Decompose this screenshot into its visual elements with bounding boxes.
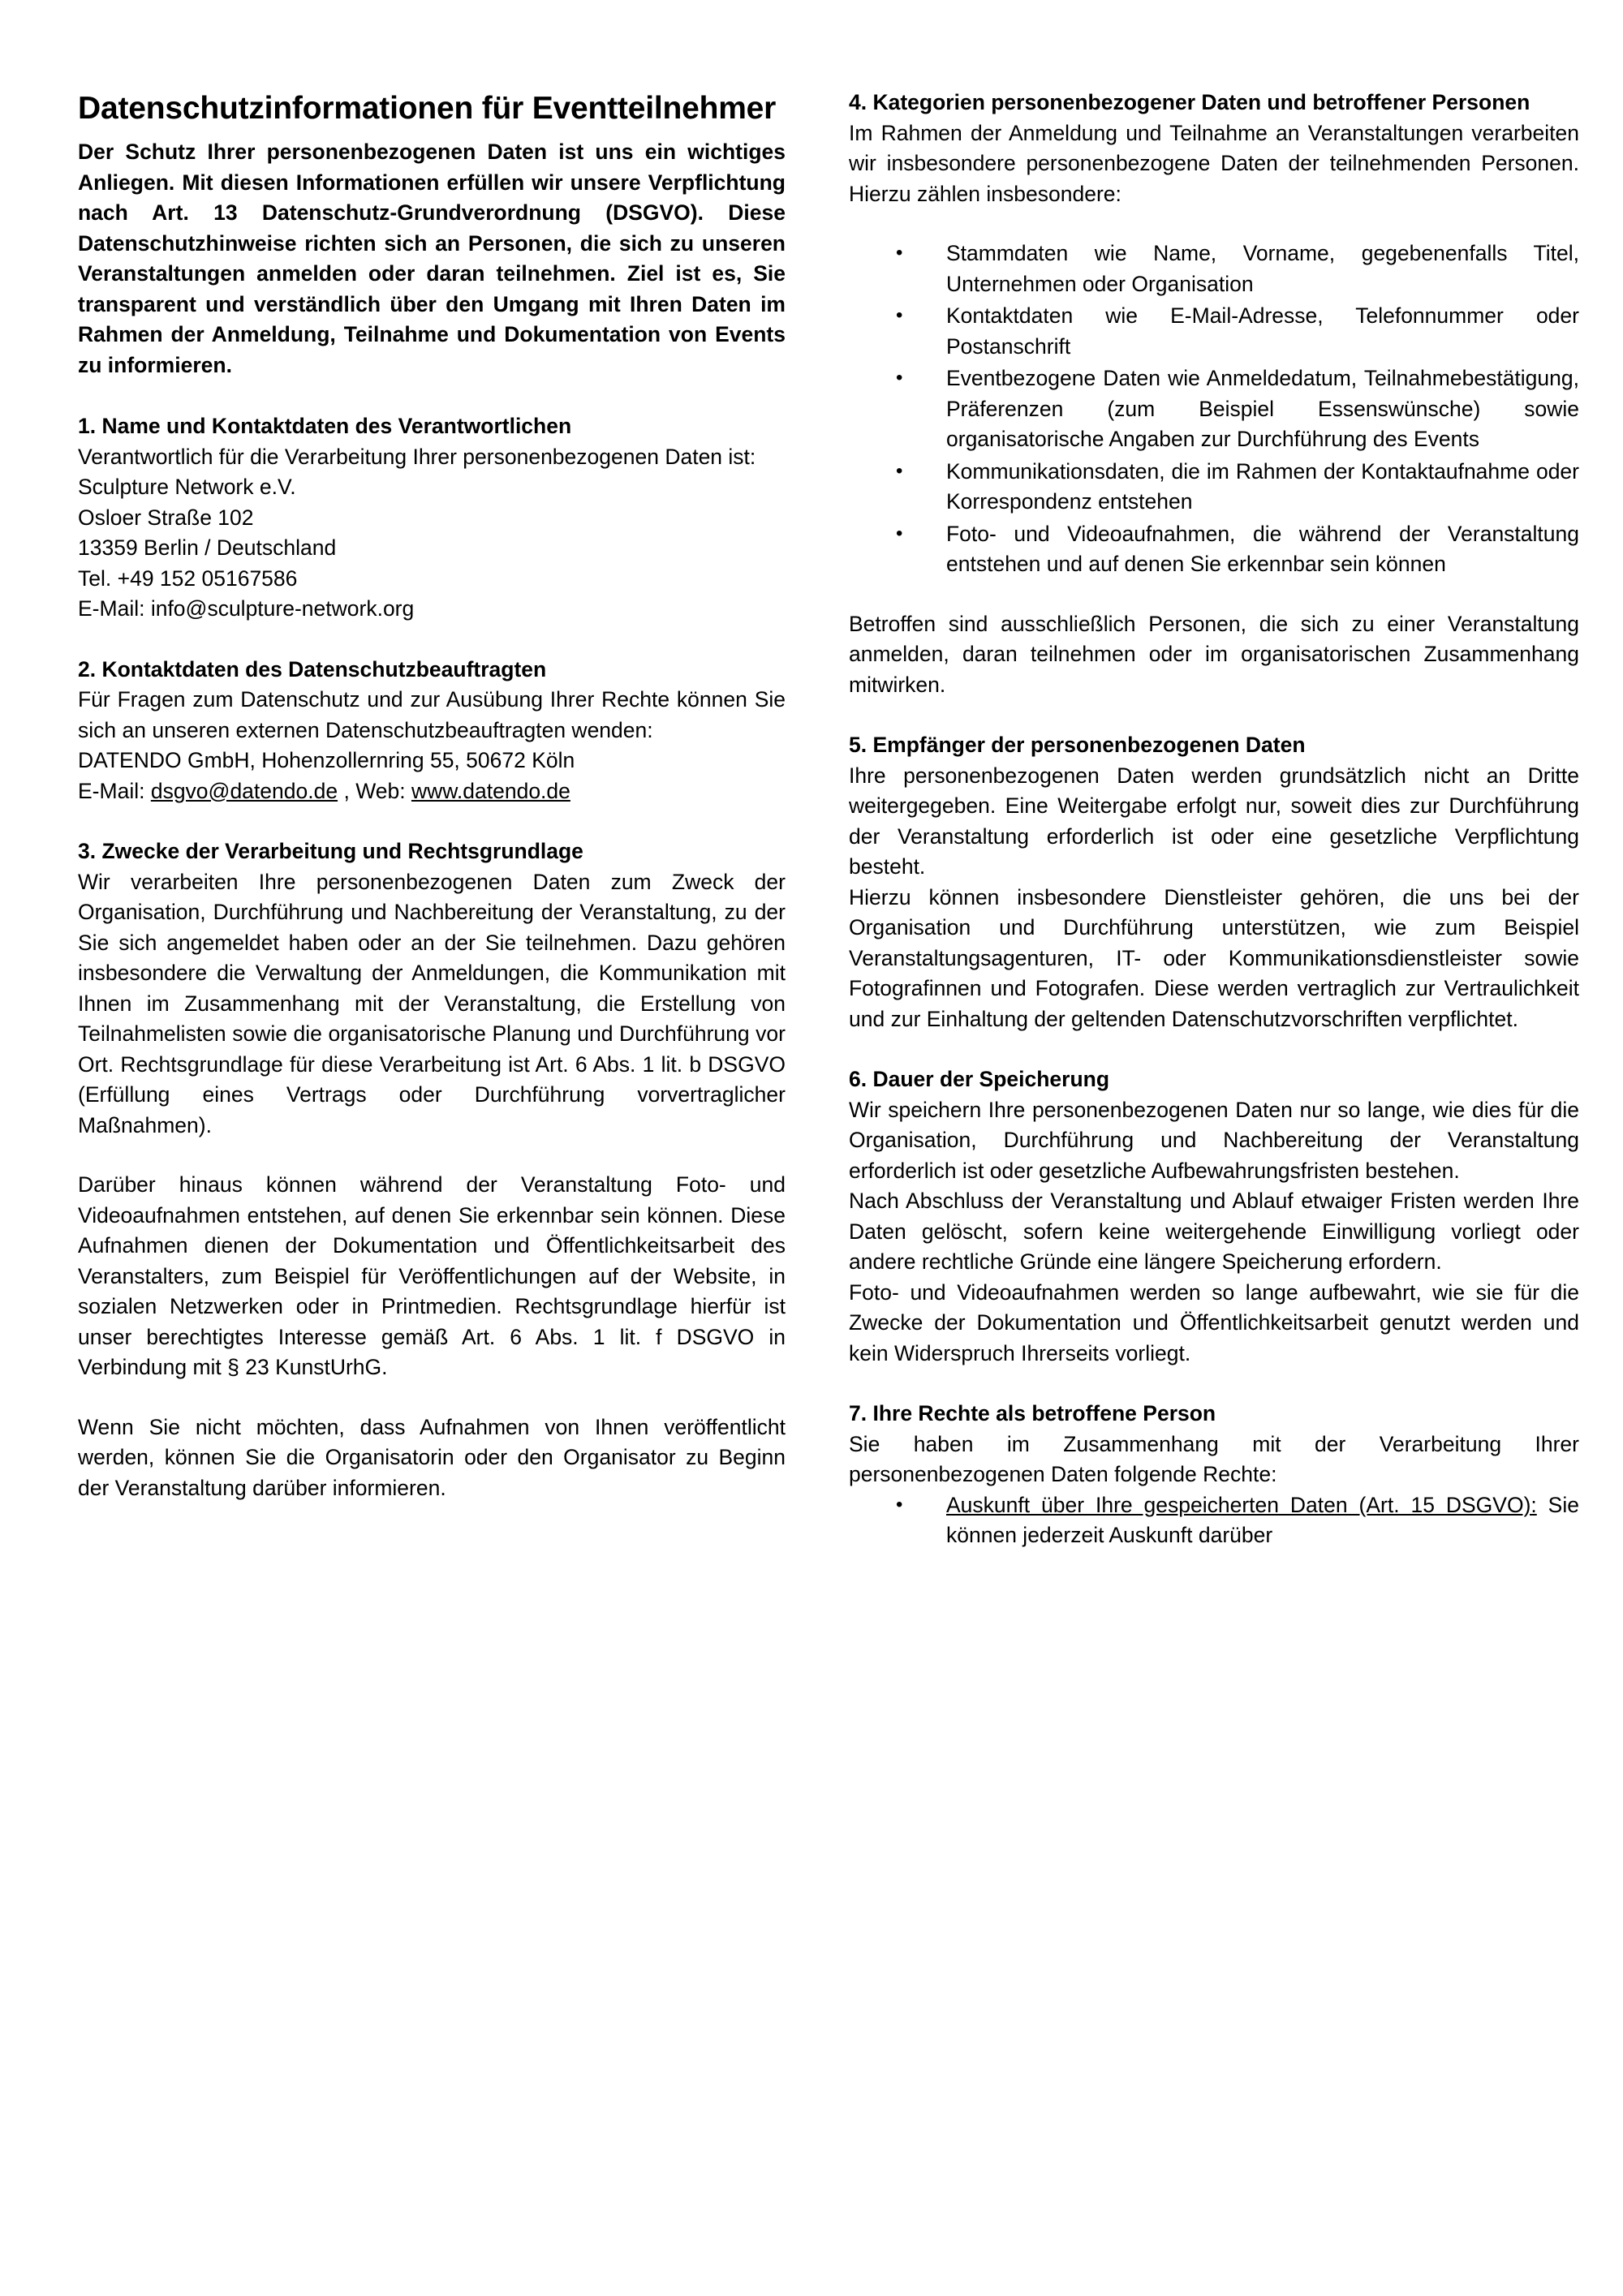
section-4-heading: 4. Kategorien personenbezogener Daten und betroffener Personen [849,90,1530,114]
spacer [849,1369,1579,1399]
section-7-intro: Sie haben im Zusammenhang mit der Verarbeitung Ihrer personenbezogenen Daten folgende Rechte: [849,1431,1579,1486]
dpo-separator: , [343,778,350,803]
two-column-layout [78,88,1579,1551]
dpo-contact-line [78,776,786,807]
section-3-paragraph-1: Wir verarbeiten Ihre personenbezogenen Daten zum Zweck der Organisation, Durchführung und Nachbereitung der Veranstaltung, zu der Sie sich angemeldet haben oder an der Sie teilnehmen. Dazu gehören insbesondere die Verwaltung der Anmeldungen, die Kommunikation mit Ihnen im Zusammenhang mit der Veranstaltung, die Erstellung von Teilnahmelisten sowie die organisatorische Planung und Durchführung vor Ort. Rechtsgrundlage für diese Verarbeitung ist Art. 6 Abs. 1 lit. b DSGVO (Erfüllung eines Vertrags oder Durchführung vorvertraglicher Maßnahmen). [78,869,786,1137]
section-5-paragraph-1: Ihre personenbezogenen Daten werden grundsätzlich nicht an Dritte weitergegeben. Eine Weitergabe erfolgt nur, soweit dies zur Durchführung der Veranstaltung erforderlich ist oder eine gesetzliche Verpflichtung besteht. [849,763,1579,879]
section-7-heading: 7. Ihre Rechte als betroffene Person [849,1401,1216,1425]
responsible-phone: Tel. +49 152 05167586 [78,565,298,591]
section-2-body: Für Fragen zum Datenschutz und zur Ausübung Ihrer Rechte können Sie sich an unseren externen Datenschutzbeauftragten wenden: [78,687,786,742]
list-item: • Foto- und Videoaufnahmen, die während der Veranstaltung entstehen und auf denen Sie erkennbar sein können [896,519,1579,580]
spacer [78,1141,786,1170]
responsible-email: E-Mail: info@sculpture-network.org [78,596,415,621]
section-7-bullet-list [849,1490,1579,1551]
section-6-paragraph-2: Nach Abschluss der Veranstaltung und Ablauf etwaiger Fristen werden Ihre Daten gelöscht, sofern keine weitergehende Einwilligung vorliegt oder andere rechtliche Gründe eine längere Speicherung erfordern. [849,1189,1579,1274]
section-6-heading: 6. Dauer der Speicherung [849,1067,1110,1091]
spacer [849,1034,1579,1064]
list-item: • Kontaktdaten wie E-Mail-Adresse, Telefonnummer oder Postanschrift [896,301,1579,362]
responsible-city: 13359 Berlin / Deutschland [78,535,337,560]
responsible-street: Osloer Straße 102 [78,505,254,530]
right-auskunft-text: Sie können jederzeit Auskunft darüber [946,1492,1579,1547]
list-item [896,1490,1579,1551]
spacer [78,1383,786,1412]
section-4-bullet-list [849,239,1579,580]
spacer [78,381,786,411]
dpo-email-link[interactable]: dsgvo@datendo.de [150,778,338,803]
dpo-email-label: E-Mail: [78,778,145,803]
section-3-heading: 3. Zwecke der Verarbeitung und Rechtsgrundlage [78,839,583,863]
spacer [78,625,786,655]
list-item: • Stammdaten wie Name, Vorname, gegebenenfalls Titel, Unternehmen oder Organisation [896,239,1579,299]
section-5-heading: 5. Empfänger der personenbezogenen Daten [849,733,1306,757]
section-2-heading: 2. Kontaktdaten des Datenschutzbeauftragten [78,656,547,681]
dpo-company: DATENDO GmbH, Hohenzollernring 55, 50672 Köln [78,748,575,772]
section-4-intro: Im Rahmen der Anmeldung und Teilnahme an Veranstaltungen verarbeiten wir insbesondere personenbezogene Daten der teilnehmenden Personen. Hierzu zählen insbesondere: [849,120,1579,206]
right-auskunft-label: Auskunft über Ihre gespeicherten Daten (Art. 15 DSGVO): [946,1492,1537,1517]
section-1-intro: Verantwortlich für die Verarbeitung Ihrer personenbezogenen Daten ist: [78,444,756,469]
section-4-outro: Betroffen sind ausschließlich Personen, die sich zu einer Veranstaltung anmelden, daran teilnehmen oder im organisatorischen Zusammenhang mitwirken. [849,611,1579,697]
dpo-web-label: Web: [355,778,406,803]
list-item: • Kommunikationsdaten, die im Rahmen der Kontaktaufnahme oder Korrespondenz entstehen [896,457,1579,518]
lead-paragraph: Der Schutz Ihrer personenbezogenen Daten ist uns ein wichtiges Anliegen. Mit diesen Informationen erfüllen wir unsere Verpflichtung nach Art. 13 Datenschutz-Grundverordnung (DSGVO). Diese Datenschutzhinweise richten sich an Personen, die sich zu unseren Veranstaltungen anmelden oder daran teilnehmen. Ziel ist es, Sie transparent und verständlich über den Umgang mit Ihren Daten im Rahmen der Anmeldung, Teilnahme und Dokumentation von Events zu informieren. [78,140,786,377]
list-item: • Eventbezogene Daten wie Anmeldedatum, Teilnahmebestätigung, Präferenzen (zum Beispiel Essenswünsche) sowie organisatorische Angaben zur Durchführung des Events [896,363,1579,455]
spacer [849,700,1579,730]
section-5-paragraph-2: Hierzu können insbesondere Dienstleister gehören, die uns bei der Organisation und Durchführung unterstützen, wie zum Beispiel Veranstaltungsagenturen, IT- oder Kommunikationsdienstleister sowie Fotografinnen und Fotografen. Diese werden vertraglich zur Vertraulichkeit und zur Einhaltung der geltenden Datenschutzvorschriften verpflichtet. [849,884,1579,1031]
section-3-paragraph-2: Darüber hinaus können während der Veranstaltung Foto- und Videoaufnahmen entstehen, auf denen Sie erkennbar sein können. Diese Aufnahmen dienen der Dokumentation und Öffentlichkeitsarbeit des Veranstalters, zum Beispiel für Veröffentlichungen auf der Website, in sozialen Netzwerken oder in Printmedien. Rechtsgrundlage hierfür ist unser berechtigtes Interesse gemäß Art. 6 Abs. 1 lit. f DSGVO in Verbindung mit § 23 KunstUrhG. [78,1172,786,1379]
left-column [78,88,786,1503]
dpo-web-link[interactable]: www.datendo.de [411,778,570,803]
spacer [849,209,1579,239]
spacer [849,580,1579,609]
section-1-heading: 1. Name und Kontaktdaten des Verantwortlichen [78,414,572,438]
right-column [849,88,1579,1551]
page-title: Datenschutzinformationen für Eventteilnehmer [78,91,777,126]
section-6-paragraph-1: Wir speichern Ihre personenbezogenen Daten nur so lange, wie dies für die Organisation, Durchführung und Nachbereitung der Veranstaltung erforderlich ist oder gesetzliche Aufbewahrungsfristen bestehen. [849,1097,1579,1183]
section-6-paragraph-3: Foto- und Videoaufnahmen werden so lange aufbewahrt, wie sie für die Zwecke der Dokumentation und Öffentlichkeitsarbeit genutzt werden und kein Widerspruch Ihrerseits vorliegt. [849,1279,1579,1365]
section-3-paragraph-3: Wenn Sie nicht möchten, dass Aufnahmen von Ihnen veröffentlicht werden, können Sie die Organisatorin oder den Organisator zu Beginn der Veranstaltung darüber informieren. [78,1414,786,1500]
spacer [78,806,786,836]
responsible-org-name: Sculpture Network e.V. [78,475,296,499]
